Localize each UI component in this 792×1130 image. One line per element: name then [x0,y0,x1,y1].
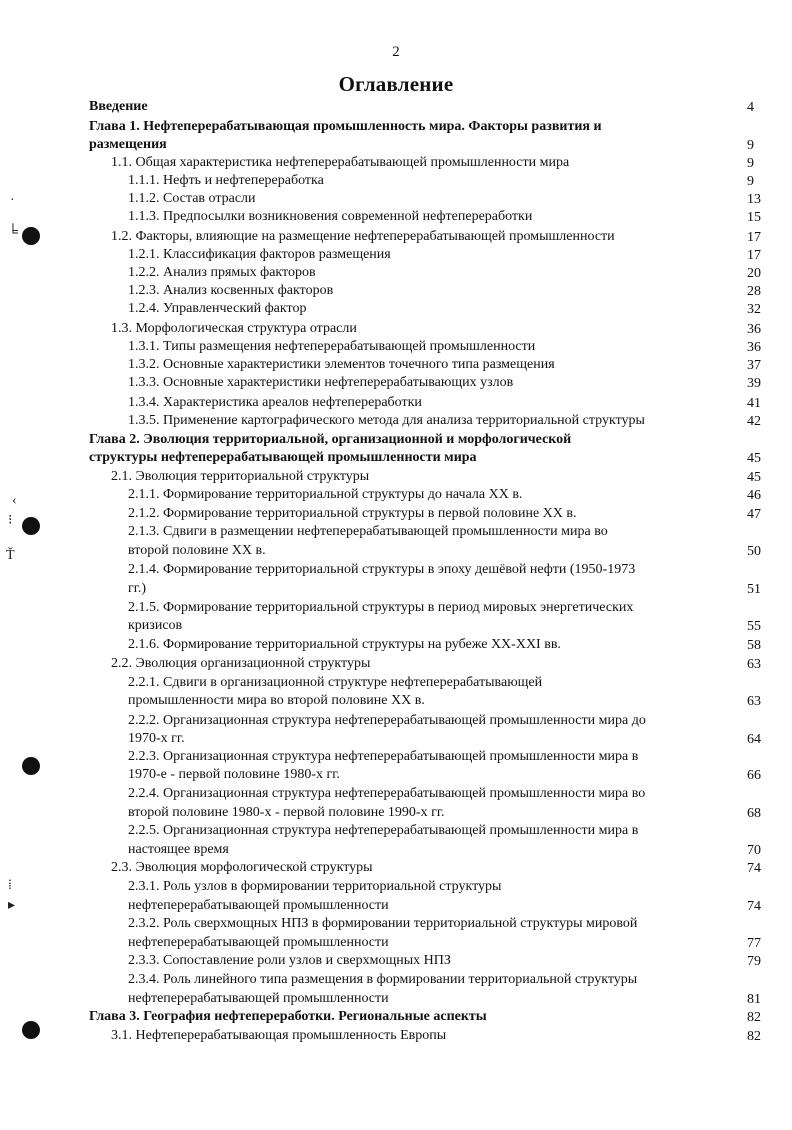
toc-section-line: 2.1.6. Формирование территориальной структуры на рубеже XX-XXI вв. [128,637,561,652]
toc-page-number: 55 [747,619,761,634]
toc-page-number: 20 [747,266,761,281]
scan-speck: · [10,193,15,208]
toc-page-number: 70 [747,843,761,858]
toc-section-line: 1.1.2. Состав отрасли [128,191,256,206]
toc-chapter-line: структуры нефтеперерабатывающей промышленности мира [89,450,477,465]
toc-page-number: 39 [747,376,761,391]
toc-page-number: 45 [747,470,761,485]
toc-section-line: 2.2. Эволюция организационной структуры [111,656,371,671]
toc-section-line: 1.2. Факторы, влияющие на размещение нефтеперерабатывающей промышленности [111,229,615,244]
toc-section-line: 2.1.5. Формирование территориальной структуры в период мировых энергетических [128,600,634,615]
toc-page-number: 45 [747,451,761,466]
toc-page-number: 63 [747,694,761,709]
binder-hole [22,1021,40,1039]
toc-chapter-line: Глава 1. Нефтеперерабатывающая промышленность мира. Факторы развития и [89,119,602,134]
page-number: 2 [392,44,400,60]
toc-chapter-line: Глава 2. Эволюция территориальной, организационной и морфологической [89,432,572,447]
toc-section-line: 2.2.2. Организационная структура нефтеперерабатывающей промышленности мира до [128,713,646,728]
toc-page-number: 32 [747,302,761,317]
toc-page-number: 58 [747,638,761,653]
toc-chapter-line: размещения [89,137,167,152]
toc-section-line: 3.1. Нефтеперерабатывающая промышленность Европы [111,1028,447,1043]
toc-section-line: 1.1. Общая характеристика нефтеперерабатывающей промышленности мира [111,155,570,170]
page-title: Оглавление [338,72,454,96]
toc-page-number: 9 [747,138,754,153]
toc-section-line: 1.2.2. Анализ прямых факторов [128,265,316,280]
toc-page-number: 82 [747,1029,761,1044]
toc-page-number: 28 [747,284,761,299]
toc-section-line: кризисов [128,618,183,633]
toc-page-number: 41 [747,396,761,411]
toc-page-number: 46 [747,488,761,503]
toc-page-number: 66 [747,768,761,783]
binder-hole [22,757,40,775]
toc-page-number: 17 [747,230,761,245]
toc-page-number: 36 [747,322,761,337]
toc-page-number: 74 [747,861,761,876]
toc-section-line: 2.1.3. Сдвиги в размещении нефтеперерабатывающей промышленности мира во [128,524,608,539]
toc-section-line: 1.2.1. Классификация факторов размещения [128,247,391,262]
toc-section-line: 1.1.3. Предпосылки возникновения современной нефтепереработки [128,209,533,224]
toc-page-number: 15 [747,210,761,225]
toc-section-line: 1.2.3. Анализ косвенных факторов [128,283,334,298]
toc-section-line: нефтеперерабатывающей промышленности [128,991,389,1006]
scan-speck: Ť [6,548,15,563]
scan-speck: ⁝ [8,513,13,528]
binder-hole [22,227,40,245]
scan-speck: ⁞ [8,878,12,893]
toc-section-line: 2.2.1. Сдвиги в организационной структуре нефтеперерабатывающей [128,675,543,690]
toc-page-number: 82 [747,1010,761,1025]
toc-page-number: 47 [747,507,761,522]
toc-section-line: 1.3. Морфологическая структура отрасли [111,321,357,336]
toc-section-line: 2.3.1. Роль узлов в формировании территориальной структуры [128,879,502,894]
toc-page-number: 42 [747,414,761,429]
toc-page-number: 79 [747,954,761,969]
toc-section-line: второй половине XX в. [128,543,266,558]
toc-section-line: 1970-х гг. [128,731,185,746]
toc-section-line: 2.2.4. Организационная структура нефтеперерабатывающей промышленности мира во [128,786,646,801]
toc-section-line: 1.1.1. Нефть и нефтепереработка [128,173,324,188]
toc-page-number: 63 [747,657,761,672]
toc-chapter-line: Глава 3. География нефтепереработки. Региональные аспекты [89,1009,487,1024]
toc-section-line: 2.2.3. Организационная структура нефтеперерабатывающей промышленности мира в [128,749,639,764]
toc-section-line: 1.2.4. Управленческий фактор [128,301,307,316]
toc-section-line: 1.3.5. Применение картографического метода для анализа территориальной структуры [128,413,645,428]
toc-chapter-line: Введение [89,99,148,114]
toc-section-line: 1970-е - первой половине 1980-х гг. [128,767,340,782]
toc-section-line: второй половине 1980-х - первой половине 1990-х гг. [128,805,445,820]
toc-section-line: настоящее время [128,842,229,857]
toc-page-number: 64 [747,732,761,747]
toc-section-line: нефтеперерабатывающей промышленности [128,898,389,913]
toc-section-line: промышленности мира во второй половине XX в. [128,693,425,708]
binder-hole [22,517,40,535]
toc-page-number: 74 [747,899,761,914]
toc-page-number: 51 [747,582,761,597]
toc-page-number: 9 [747,174,754,189]
toc-page-number: 50 [747,544,761,559]
toc-section-line: 2.1. Эволюция территориальной структуры [111,469,370,484]
toc-page-number: 4 [747,100,754,115]
toc-page-number: 77 [747,936,761,951]
toc-page-number: 13 [747,192,761,207]
toc-section-line: 2.1.1. Формирование территориальной структуры до начала XX в. [128,487,523,502]
toc-page-number: 9 [747,156,754,171]
toc-section-line: нефтеперерабатывающей промышленности [128,935,389,950]
toc-section-line: гг.) [128,581,147,596]
toc-page-number: 36 [747,340,761,355]
toc-page-number: 68 [747,806,761,821]
scan-speck: ▸ [8,898,16,913]
toc-section-line: 1.3.4. Характеристика ареалов нефтепереработки [128,395,422,410]
scan-speck: ‹ [12,493,17,508]
toc-section-line: 1.3.3. Основные характеристики нефтеперерабатывающих узлов [128,375,514,390]
toc-page-number: 81 [747,992,761,1007]
toc-section-line: 1.3.1. Типы размещения нефтеперерабатывающей промышленности [128,339,536,354]
toc-page-number: 17 [747,248,761,263]
toc-section-line: 2.3.3. Сопоставление роли узлов и сверхмощных НПЗ [128,953,451,968]
scan-speck: ╘ [8,225,18,240]
toc-section-line: 2.3.4. Роль линейного типа размещения в формировании территориальной структуры [128,972,638,987]
toc-section-line: 2.2.5. Организационная структура нефтеперерабатывающей промышленности мира в [128,823,639,838]
toc-section-line: 2.1.4. Формирование территориальной структуры в эпоху дешёвой нефти (1950-1973 [128,562,636,577]
toc-section-line: 2.1.2. Формирование территориальной структуры в первой половине XX в. [128,506,577,521]
toc-section-line: 2.3. Эволюция морфологической структуры [111,860,373,875]
toc-section-line: 2.3.2. Роль сверхмощных НПЗ в формировании территориальной структуры мировой [128,916,638,931]
toc-section-line: 1.3.2. Основные характеристики элементов точечного типа размещения [128,357,555,372]
toc-page-number: 37 [747,358,761,373]
